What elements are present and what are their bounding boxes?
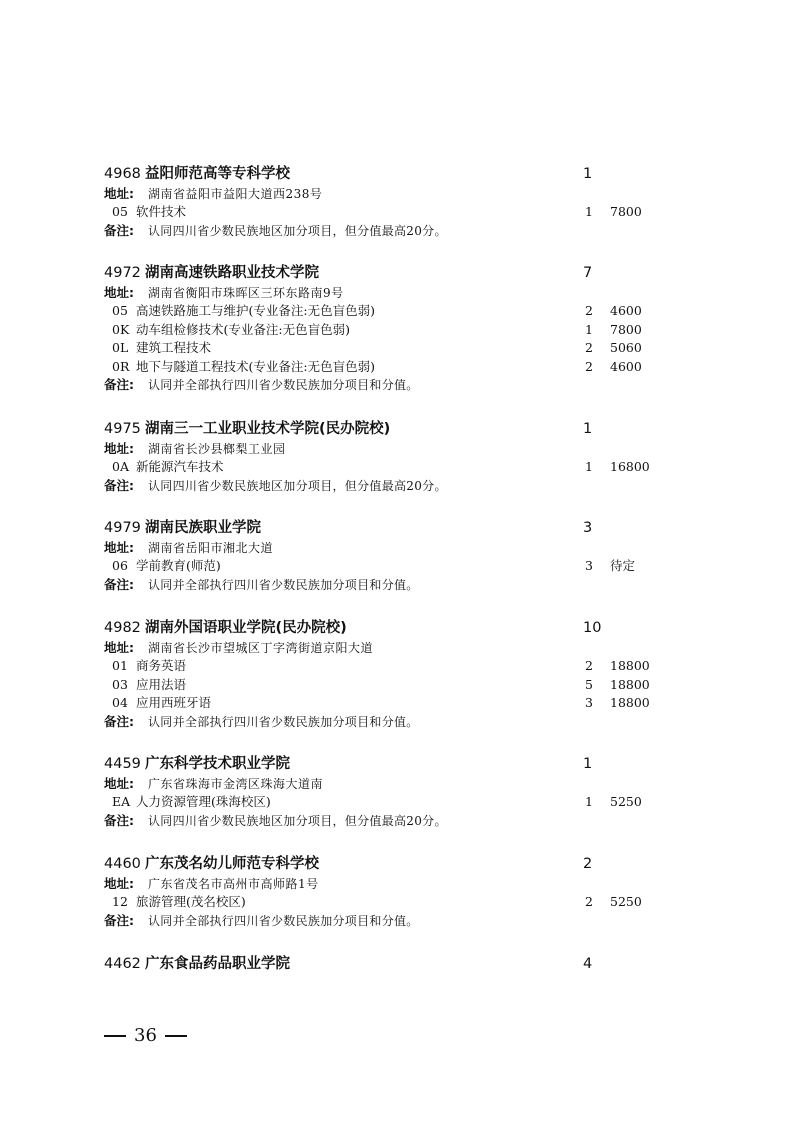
major-tuition: 16800	[610, 459, 650, 475]
major-code: 0K	[112, 321, 130, 337]
major-code: 04	[112, 695, 128, 711]
major-row	[0, 793, 794, 811]
school-header	[0, 418, 794, 440]
major-code: 06	[112, 558, 128, 574]
major-code: 03	[112, 676, 128, 692]
address-label: 地址:	[104, 285, 134, 300]
school-quota: 10	[583, 620, 602, 636]
school-name: 益阳师范高等专科学校	[145, 166, 290, 182]
major-code: EA	[112, 794, 131, 810]
major-tuition: 5060	[610, 340, 642, 356]
note-label: 备注:	[104, 477, 134, 493]
school-name: 广东科学技术职业学院	[145, 756, 290, 772]
major-row	[0, 458, 794, 476]
major-code: 0A	[112, 459, 129, 475]
note-value: 认同四川省少数民族地区加分项目，但分值最高20分。	[148, 478, 447, 493]
major-row	[0, 557, 794, 575]
note-value: 认同并全部执行四川省少数民族加分项目和分值。	[148, 913, 419, 928]
school-address	[0, 284, 794, 302]
school-header	[0, 853, 794, 875]
address-label: 地址:	[104, 876, 134, 891]
school-quota: 2	[583, 856, 593, 872]
school-name: 湖南外国语职业学院(民办院校)	[145, 620, 347, 636]
major-tuition: 4600	[610, 303, 642, 319]
note-label: 备注:	[104, 576, 134, 592]
school-code: 4975	[104, 421, 141, 437]
school-address	[0, 539, 794, 557]
school-quota: 7	[583, 265, 593, 281]
footer-dash-left	[104, 1035, 126, 1037]
major-row	[0, 893, 794, 911]
major-name: 软件技术	[136, 204, 187, 220]
school-header	[0, 953, 794, 975]
school-code: 4968	[104, 166, 141, 182]
address-value: 湖南省益阳市益阳大道西238号	[148, 187, 323, 201]
school-code: 4462	[104, 956, 141, 972]
major-code: 05	[112, 204, 128, 220]
major-name: 应用西班牙语	[136, 695, 212, 711]
major-quota: 2	[585, 303, 593, 319]
school-quota: 3	[583, 520, 593, 536]
school-header	[0, 163, 794, 185]
school-address	[0, 440, 794, 458]
school-note	[0, 222, 794, 240]
major-name: 人力资源管理(珠海校区)	[136, 794, 271, 810]
major-code: 12	[112, 894, 128, 910]
major-row	[0, 302, 794, 320]
school-code: 4460	[104, 856, 141, 872]
school-address	[0, 185, 794, 203]
major-row	[0, 339, 794, 357]
major-row	[0, 694, 794, 712]
major-row	[0, 676, 794, 694]
note-value: 认同并全部执行四川省少数民族加分项目和分值。	[148, 714, 419, 729]
major-name: 动车组检修技术(专业备注:无色盲色弱)	[136, 321, 350, 337]
address-label: 地址:	[104, 186, 134, 201]
school-code: 4982	[104, 620, 141, 636]
major-quota: 5	[585, 676, 593, 692]
major-name: 旅游管理(茂名校区)	[136, 894, 246, 910]
major-quota: 2	[585, 340, 593, 356]
major-quota: 1	[585, 204, 593, 220]
school-quota: 1	[583, 166, 593, 182]
school-header	[0, 617, 794, 639]
note-label: 备注:	[104, 222, 134, 238]
note-value: 认同并全部执行四川省少数民族加分项目和分值。	[148, 577, 419, 592]
school-address	[0, 775, 794, 793]
school-name: 广东茂名幼儿师范专科学校	[145, 856, 319, 872]
school-quota: 4	[583, 956, 593, 972]
school-note	[0, 713, 794, 731]
major-code: 0R	[112, 358, 130, 374]
address-value: 湖南省长沙县榔梨工业园	[148, 442, 286, 456]
address-label: 地址:	[104, 441, 134, 456]
school-code: 4972	[104, 265, 141, 281]
major-name: 应用法语	[136, 676, 187, 692]
major-tuition: 待定	[610, 558, 636, 574]
major-code: 05	[112, 303, 128, 319]
major-tuition: 7800	[610, 204, 642, 220]
major-tuition: 18800	[610, 676, 650, 692]
major-tuition: 7800	[610, 321, 642, 337]
note-label: 备注:	[104, 713, 134, 729]
school-note	[0, 812, 794, 830]
school-quota: 1	[583, 756, 593, 772]
address-label: 地址:	[104, 776, 134, 791]
major-row	[0, 203, 794, 221]
school-code: 4979	[104, 520, 141, 536]
major-quota: 2	[585, 358, 593, 374]
major-code: 01	[112, 658, 128, 674]
note-label: 备注:	[104, 912, 134, 928]
school-header	[0, 262, 794, 284]
major-tuition: 5250	[610, 794, 642, 810]
major-row	[0, 657, 794, 675]
major-quota: 1	[585, 459, 593, 475]
major-quota: 3	[585, 558, 593, 574]
school-note	[0, 576, 794, 594]
page-number: 36	[134, 1025, 157, 1046]
major-tuition: 5250	[610, 894, 642, 910]
school-note	[0, 376, 794, 394]
major-name: 高速铁路施工与维护(专业备注:无色盲色弱)	[136, 303, 375, 319]
major-name: 建筑工程技术	[136, 340, 212, 356]
address-value: 广东省珠海市金湾区珠海大道南	[148, 777, 324, 791]
address-value: 湖南省岳阳市湘北大道	[148, 541, 274, 555]
major-name: 学前教育(师范)	[136, 558, 221, 574]
address-label: 地址:	[104, 640, 134, 655]
major-row	[0, 358, 794, 376]
note-value: 认同并全部执行四川省少数民族加分项目和分值。	[148, 378, 419, 392]
school-name: 湖南民族职业学院	[145, 520, 261, 536]
note-value: 认同四川省少数民族地区加分项目，但分值最高20分。	[148, 813, 447, 828]
major-quota: 2	[585, 894, 593, 910]
school-name: 广东食品药品职业学院	[145, 956, 290, 972]
major-row	[0, 321, 794, 339]
major-name: 商务英语	[136, 658, 187, 674]
major-quota: 1	[585, 321, 593, 337]
school-header	[0, 753, 794, 775]
major-name: 新能源汽车技术	[136, 459, 224, 475]
major-tuition: 4600	[610, 358, 642, 374]
major-quota: 1	[585, 794, 593, 810]
school-note	[0, 912, 794, 930]
address-value: 湖南省长沙市望城区丁字湾街道京阳大道	[148, 641, 374, 655]
major-code: 0L	[112, 340, 129, 356]
school-code: 4459	[104, 756, 141, 772]
address-value: 广东省茂名市高州市高师路1号	[148, 877, 319, 891]
note-label: 备注:	[104, 812, 134, 828]
major-name: 地下与隧道工程技术(专业备注:无色盲色弱)	[136, 358, 375, 374]
major-quota: 2	[585, 658, 593, 674]
school-address	[0, 639, 794, 657]
note-label: 备注:	[104, 377, 134, 392]
address-label: 地址:	[104, 540, 134, 555]
note-value: 认同四川省少数民族地区加分项目，但分值最高20分。	[148, 223, 447, 238]
page-footer	[104, 1024, 187, 1048]
footer-dash-right	[165, 1035, 187, 1037]
school-quota: 1	[583, 421, 593, 437]
school-name: 湖南三一工业职业技术学院(民办院校)	[145, 421, 391, 437]
school-address	[0, 875, 794, 893]
school-note	[0, 477, 794, 495]
major-quota: 3	[585, 695, 593, 711]
major-tuition: 18800	[610, 658, 650, 674]
address-value: 湖南省衡阳市珠晖区三环东路南9号	[148, 286, 344, 300]
school-name: 湖南高速铁路职业技术学院	[145, 265, 319, 281]
major-tuition: 18800	[610, 695, 650, 711]
school-header	[0, 517, 794, 539]
